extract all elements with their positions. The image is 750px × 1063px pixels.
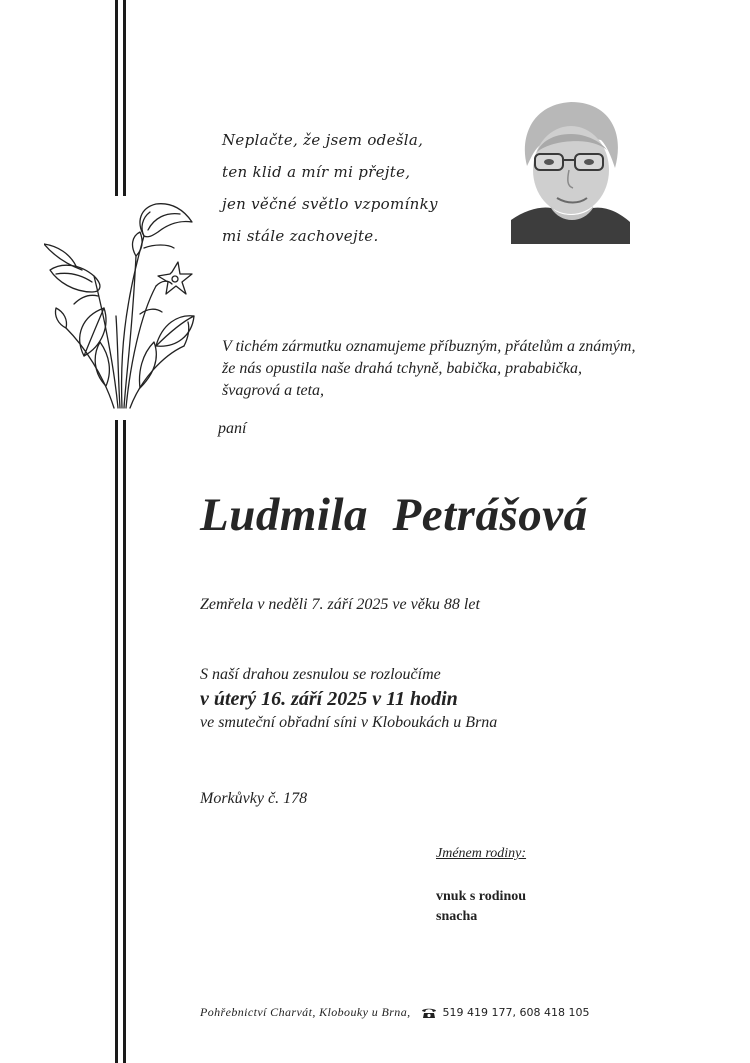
family-heading: Jménem rodiny: [436,846,527,861]
calla-lily-illustration [44,196,196,410]
deceased-name: Ludmila Petrášová [200,489,588,541]
funeral-service-name: Pohřebnictví Charvát, Klobouky u Brna, [200,1005,411,1019]
poem-line: jen věčné světlo vzpomínky [222,195,438,213]
announcement-line: švagrová a teta, [222,382,325,399]
footer [200,1005,589,1020]
farewell-intro: S naší drahou zesnulou se rozloučíme [200,666,441,683]
family-member: snacha [436,909,478,924]
salutation: paní [218,420,247,437]
family-member: vnuk s rodinou [436,889,527,904]
announcement [222,336,692,402]
farewell-info [200,664,497,734]
poem-line: ten klid a mír mi přejte, [222,163,411,181]
family-members [436,887,526,927]
farewell-date-time: v úterý 16. září 2025 v 11 hodin [200,688,458,710]
poem [222,124,438,252]
vertical-rule-right [123,0,126,1063]
portrait-photo [511,96,630,244]
home-address: Morkůvky č. 178 [200,790,308,807]
announcement-line: že nás opustila naše drahá tchyně, babička, prababička, [222,360,582,377]
farewell-place: ve smuteční obřadní síni v Kloboukách u Brna [200,714,498,731]
vertical-rule-left [115,0,118,1063]
telephone-icon [421,1007,437,1019]
poem-line: Neplačte, že jsem odešla, [222,131,424,149]
announcement-line: V tichém zármutku oznamujeme příbuzným, přátelům a známým, [222,338,636,355]
phone-numbers: 519 419 177, 608 418 105 [442,1006,590,1019]
poem-line: mi stále zachovejte. [222,227,379,245]
death-date-line: Zemřela v neděli 7. září 2025 ve věku 88 let [200,596,480,613]
